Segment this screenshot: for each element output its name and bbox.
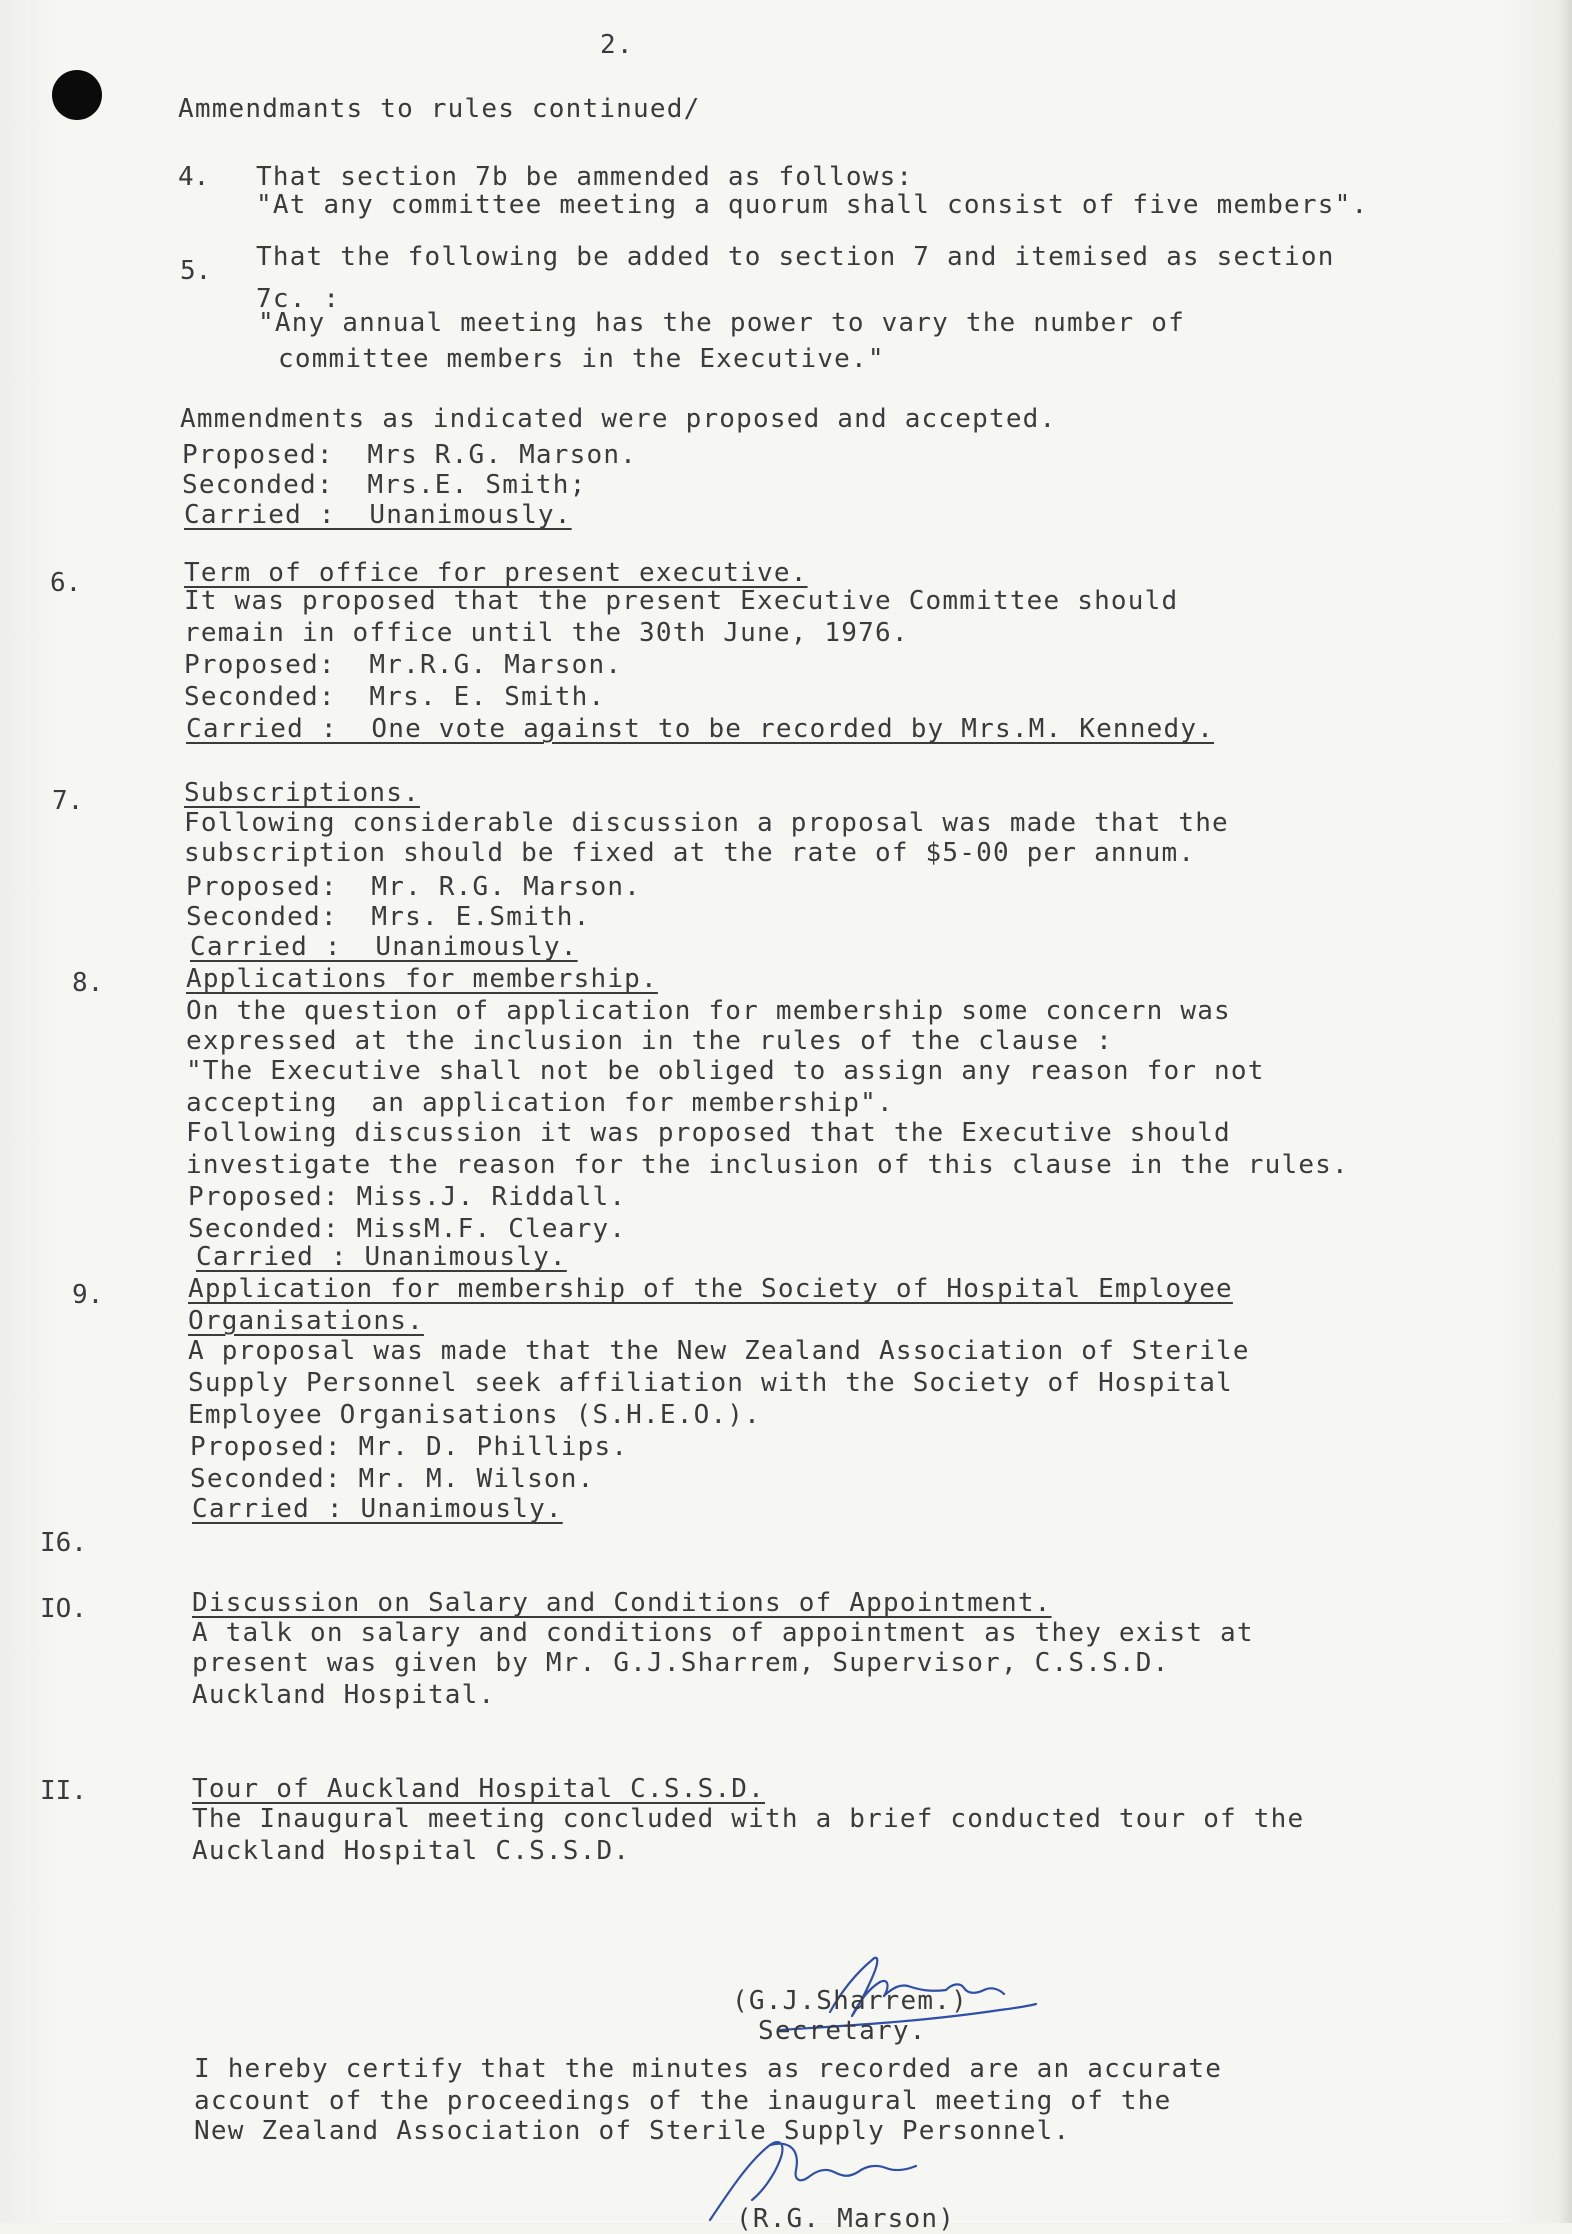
proposed-line: Proposed: Mr. D. Phillips. xyxy=(190,1432,629,1462)
item-body-line: investigate the reason for the inclusion of this clause in the rules. xyxy=(186,1150,1349,1180)
item-title: Discussion on Salary and Conditions of Appointment. xyxy=(192,1588,1052,1618)
carried-line: Carried : One vote against to be recorded by Mrs.M. Kennedy. xyxy=(186,714,1215,744)
seconded-line: Seconded: Mrs. E.Smith. xyxy=(186,902,591,932)
rule-text-line: That section 7b be ammended as follows: xyxy=(256,162,914,192)
item-body-line: Supply Personnel seek affiliation with the Society of Hospital xyxy=(188,1368,1233,1398)
item-body-line: A proposal was made that the New Zealand Association of Sterile xyxy=(188,1336,1250,1366)
item-body-line: present was given by Mr. G.J.Sharrem, Supervisor, C.S.S.D. xyxy=(192,1648,1170,1678)
item-title: Application for membership of the Society of Hospital Employee xyxy=(188,1274,1233,1304)
item-body-line: remain in office until the 30th June, 1976. xyxy=(184,618,909,648)
item-body-line: accepting an application for membership". xyxy=(186,1088,894,1118)
page-number: 2. xyxy=(600,30,634,60)
item-body-line: Following considerable discussion a proposal was made that the xyxy=(184,808,1229,838)
item-title: Subscriptions. xyxy=(184,778,420,808)
item-body-line: Auckland Hospital C.S.S.D. xyxy=(192,1836,631,1866)
carried-line: Carried : Unanimously. xyxy=(190,932,578,962)
secretary-name: (G.J.Sharrem.) xyxy=(732,1986,968,2016)
item-body-line: "The Executive shall not be obliged to assign any reason for not xyxy=(186,1056,1265,1086)
seconded-line: Seconded: Mrs. E. Smith. xyxy=(184,682,606,712)
rule-text-line: "At any committee meeting a quorum shall consist of five members". xyxy=(256,190,1369,220)
secretary-role: Secretary. xyxy=(758,2016,927,2046)
seconded-line: Seconded: Mrs.E. Smith; xyxy=(182,470,587,500)
item-title: Term of office for present executive. xyxy=(184,558,808,588)
certification-line: New Zealand Association of Sterile Supply Personnel. xyxy=(194,2116,1071,2146)
item-body-line: The Inaugural meeting concluded with a brief conducted tour of the xyxy=(192,1804,1305,1834)
carried-line: Carried : Unanimously. xyxy=(184,500,572,530)
item-body-line: On the question of application for membership some concern was xyxy=(186,996,1231,1026)
proposed-line: Proposed: Mrs R.G. Marson. xyxy=(182,440,638,470)
item-number: IO. xyxy=(40,1594,87,1624)
rule-text-line: That the following be added to section 7 and itemised as section xyxy=(256,242,1335,272)
item-body-line: It was proposed that the present Executive Committee should xyxy=(184,586,1179,616)
page-edge-shadow xyxy=(1558,0,1572,2223)
rule-text-line: committee members in the Executive." xyxy=(278,344,885,374)
proposed-line: Proposed: Miss.J. Riddall. xyxy=(188,1182,627,1212)
seconded-line: Seconded: MissM.F. Cleary. xyxy=(188,1214,627,1244)
item-title: Tour of Auckland Hospital C.S.S.D. xyxy=(192,1774,766,1804)
proposed-line: Proposed: Mr.R.G. Marson. xyxy=(184,650,623,680)
item-number: II. xyxy=(40,1776,87,1806)
carried-line: Carried : Unanimously. xyxy=(192,1494,563,1524)
item-title: Applications for membership. xyxy=(186,964,658,994)
rule-number: 5. xyxy=(180,256,212,286)
item-title: Organisations. xyxy=(188,1306,424,1336)
section-heading: Ammendmants to rules continued/ xyxy=(178,94,701,124)
rule-text-line: 7c. : xyxy=(256,284,341,314)
item-number: 7. xyxy=(52,786,84,816)
proposed-line: Proposed: Mr. R.G. Marson. xyxy=(186,872,642,902)
item-body-line: subscription should be fixed at the rate of $5-00 per annum. xyxy=(184,838,1196,868)
certification-line: account of the proceedings of the inaugural meeting of the xyxy=(194,2086,1172,2116)
item-body-line: Employee Organisations (S.H.E.O.). xyxy=(188,1400,762,1430)
seconded-line: Seconded: Mr. M. Wilson. xyxy=(190,1464,595,1494)
rule-text-line: "Any annual meeting has the power to vary the number of xyxy=(258,308,1185,338)
item-number: 9. xyxy=(72,1280,104,1310)
item-body-line: expressed at the inclusion in the rules of the clause : xyxy=(186,1026,1113,1056)
item-number: I6. xyxy=(40,1528,87,1558)
rule-number: 4. xyxy=(178,162,210,192)
punch-hole xyxy=(52,70,102,120)
item-body-line: Following discussion it was proposed that the Executive should xyxy=(186,1118,1231,1148)
item-body-line: Auckland Hospital. xyxy=(192,1680,496,1710)
chair-name: (R.G. Marson) xyxy=(736,2204,956,2234)
item-number: 6. xyxy=(50,568,82,598)
item-number: 8. xyxy=(72,968,104,998)
certification-line: I hereby certify that the minutes as recorded are an accurate xyxy=(194,2054,1223,2084)
carried-line: Carried : Unanimously. xyxy=(196,1242,567,1272)
item-body-line: A talk on salary and conditions of appointment as they exist at xyxy=(192,1618,1254,1648)
motion-text: Ammendments as indicated were proposed and accepted. xyxy=(180,404,1057,434)
